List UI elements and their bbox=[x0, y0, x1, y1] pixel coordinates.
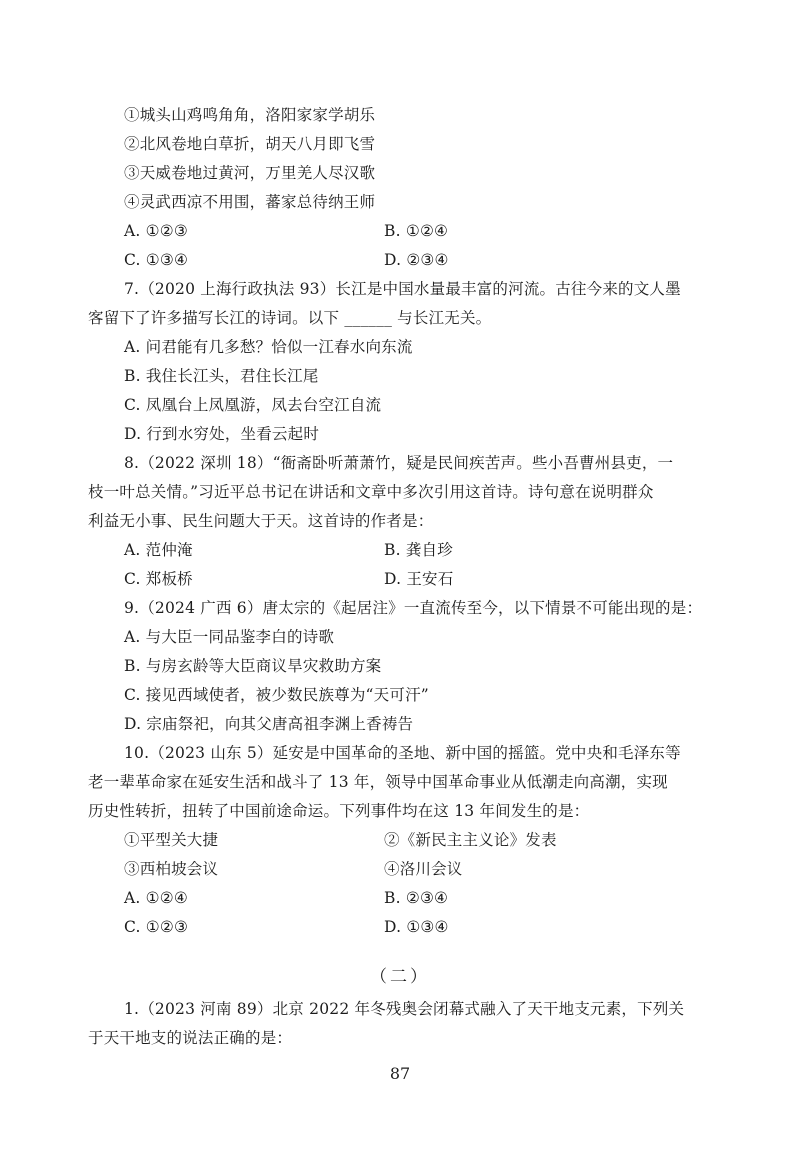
q8-choice-a: A. 范仲淹 bbox=[124, 541, 193, 559]
q9-option-d: D. 宗庙祭祀，向其父唐高祖李渊上香祷告 bbox=[124, 715, 414, 733]
q9-option-a: A. 与大臣一同品鉴李白的诗歌 bbox=[124, 628, 335, 646]
q9-option-b: B. 与房玄龄等大臣商议旱灾救助方案 bbox=[124, 657, 382, 675]
q10-item-4: ④洛川会议 bbox=[384, 860, 463, 878]
section-heading: （二） bbox=[370, 967, 430, 987]
q7-option-c: C. 凤凰台上凤凰游，凤去台空江自流 bbox=[124, 396, 382, 414]
q7-option-a: A. 问君能有几多愁？恰似一江春水向东流 bbox=[124, 338, 413, 356]
q7-stem-line-1: 7.（2020 上海行政执法 93）长江是中国水量最丰富的河流。古往今来的文人墨 bbox=[124, 280, 681, 298]
q8-choice-b: B. 龚自珍 bbox=[384, 541, 453, 559]
page-number: 87 bbox=[389, 1064, 411, 1083]
q6-option-3: ③天威卷地过黄河，万里羌人尽汉歌 bbox=[124, 164, 376, 182]
q6-option-4: ④灵武西凉不用围，蕃家总待纳王师 bbox=[124, 193, 376, 211]
q8-stem-line-1: 8.（2022 深圳 18）“衙斋卧听萧萧竹，疑是民间疾苦声。些小吾曹州县吏，一 bbox=[124, 454, 674, 472]
q7-option-b: B. 我住长江头，君住长江尾 bbox=[124, 367, 319, 385]
q8-stem-line-2: 枝一叶总关情。”习近平总书记在讲话和文章中多次引用这首诗。诗句意在说明群众 bbox=[88, 483, 654, 501]
q6-choice-d: D. ②③④ bbox=[384, 251, 449, 269]
q10-item-2: ②《新民主主义论》发表 bbox=[384, 831, 557, 849]
q10-item-1: ①平型关大捷 bbox=[124, 831, 219, 849]
q8-choice-c: C. 郑板桥 bbox=[124, 570, 193, 588]
q10-item-3: ③西柏坡会议 bbox=[124, 860, 219, 878]
q6-option-1: ①城头山鸡鸣角角，洛阳家家学胡乐 bbox=[124, 106, 376, 124]
q10-choice-b: B. ②③④ bbox=[384, 889, 449, 907]
q6-option-2: ②北风卷地白草折，胡天八月即飞雪 bbox=[124, 135, 376, 153]
q10-choice-a: A. ①②④ bbox=[124, 889, 188, 907]
q6-choice-a: A. ①②③ bbox=[124, 222, 188, 240]
s2-q1-stem-line-1: 1.（2023 河南 89）北京 2022 年冬残奥会闭幕式融入了天干地支元素，下列关 bbox=[124, 1000, 685, 1018]
q8-choice-d: D. 王安石 bbox=[384, 570, 454, 588]
s2-q1-stem-line-2: 于天干地支的说法正确的是： bbox=[88, 1029, 293, 1047]
q10-choice-d: D. ①③④ bbox=[384, 918, 449, 936]
q9-stem: 9.（2024 广西 6）唐太宗的《起居注》一直流传至今，以下情景不可能出现的是： bbox=[124, 599, 703, 617]
q8-stem-line-3: 利益无小事、民生问题大于天。这首诗的作者是： bbox=[88, 512, 434, 530]
q10-stem-line-1: 10.（2023 山东 5）延安是中国革命的圣地、新中国的摇篮。党中央和毛泽东等 bbox=[124, 744, 681, 762]
q10-choice-c: C. ①②③ bbox=[124, 918, 189, 936]
q9-option-c: C. 接见西域使者，被少数民族尊为“天可汗” bbox=[124, 686, 429, 704]
q7-stem-line-2: 客留下了许多描写长江的诗词。以下 ______ 与长江无关。 bbox=[88, 309, 492, 327]
q6-choice-b: B. ①②④ bbox=[384, 222, 449, 240]
q7-option-d: D. 行到水穷处，坐看云起时 bbox=[124, 425, 320, 443]
q10-stem-line-3: 历史性转折，扭转了中国前途命运。下列事件均在这 13 年间发生的是： bbox=[88, 802, 590, 820]
q10-stem-line-2: 老一辈革命家在延安生活和战斗了 13 年，领导中国革命事业从低潮走向高潮，实现 bbox=[88, 773, 668, 791]
q6-choice-c: C. ①③④ bbox=[124, 251, 189, 269]
